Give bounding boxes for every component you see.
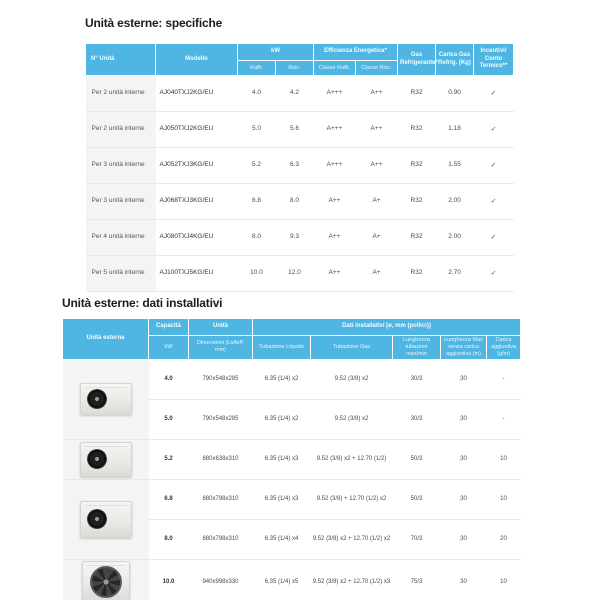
outdoor-unit-image — [82, 561, 130, 600]
cell-classe-raffr: A+++ — [314, 148, 356, 184]
cell-gas: R32 — [398, 256, 436, 292]
cell-classe-raffr: A+++ — [314, 76, 356, 112]
cell-kw-risc: 5.6 — [276, 112, 314, 148]
check-icon: ✓ — [474, 256, 514, 292]
specifiche-header-row-1 — [86, 44, 514, 61]
col-header-capacita-kw: kW — [149, 336, 189, 360]
cell-kw-risc: 12.0 — [276, 256, 314, 292]
table-row — [86, 148, 514, 184]
cell-dimensioni: 880x638x310 — [189, 439, 253, 479]
cell-n-unita: Per 5 unità interne — [86, 256, 156, 292]
col-header-efficienza: Efficienza Energetica* — [314, 44, 398, 61]
col-header-modello: Modello — [156, 44, 238, 76]
cell-classe-risc: A+ — [356, 256, 398, 292]
col-header-unita: Unità — [189, 319, 253, 336]
cell-tubazione-liquido: 6.35 (1/4) x2 — [253, 399, 311, 439]
cell-classe-raffr: A++ — [314, 184, 356, 220]
cell-tubazione-gas: 9.52 (3/8) x2 + 12.70 (1/2) — [311, 439, 393, 479]
cell-dimensioni: 880x798x310 — [189, 479, 253, 519]
cell-modello: AJ068TXJ3KG/EU — [156, 184, 238, 220]
cell-tubazione-liquido: 6.35 (1/4) x3 — [253, 479, 311, 519]
cell-gas: R32 — [398, 112, 436, 148]
table-row — [63, 439, 521, 479]
cell-carica-aggiuntiva: 10 — [487, 559, 521, 600]
cell-capacita: 10.0 — [149, 559, 189, 600]
cell-carica: 2.70 — [436, 256, 474, 292]
cell-lunghezza-max: 30 — [441, 359, 487, 399]
cell-capacita: 8.0 — [149, 519, 189, 559]
cell-kw-risc: 8.0 — [276, 184, 314, 220]
col-header-tubazione-gas: Tubazione Gas — [311, 336, 393, 360]
cell-tubazione-gas: 9.52 (3/8) x2 + 12.70 (1/2) x2 — [311, 519, 393, 559]
cell-carica: 2.00 — [436, 184, 474, 220]
cell-modello: AJ100TXJ5KG/EU — [156, 256, 238, 292]
cell-kw-risc: 6.3 — [276, 148, 314, 184]
cell-lunghezza-max: 30 — [441, 559, 487, 600]
cell-lunghezza: 50/3 — [393, 479, 441, 519]
check-icon: ✓ — [474, 184, 514, 220]
col-header-n-unita: N° Unità — [86, 44, 156, 76]
cell-carica: 1.18 — [436, 112, 474, 148]
cell-n-unita: Per 3 unità interne — [86, 148, 156, 184]
cell-classe-risc: A++ — [356, 76, 398, 112]
col-header-lunghezza-max: Lunghezza Max senza carica aggiuntiva (m) — [441, 336, 487, 360]
col-header-carica-aggiuntiva: Carica aggiuntiva (g/m) — [487, 336, 521, 360]
cell-kw-raffr: 10.0 — [238, 256, 276, 292]
cell-capacita: 5.2 — [149, 439, 189, 479]
col-header-dimensioni: Dimensioni (LxAxP, mm) — [189, 336, 253, 360]
cell-tubazione-liquido: 6.35 (1/4) x3 — [253, 439, 311, 479]
col-header-kw-risc: Risc. — [276, 61, 314, 76]
cell-dimensioni: 790x548x285 — [189, 399, 253, 439]
cell-carica-aggiuntiva: 20 — [487, 519, 521, 559]
cell-tubazione-gas: 9.52 (3/8) x2 + 12.70 (1/2) x3 — [311, 559, 393, 600]
table-row — [86, 220, 514, 256]
table-row — [63, 559, 521, 600]
cell-dimensioni: 880x798x310 — [189, 519, 253, 559]
cell-dimensioni: 940x998x330 — [189, 559, 253, 600]
cell-tubazione-liquido: 6.35 (1/4) x4 — [253, 519, 311, 559]
cell-gas: R32 — [398, 148, 436, 184]
cell-kw-raffr: 4.0 — [238, 76, 276, 112]
cell-carica-aggiuntiva: - — [487, 359, 521, 399]
table-row — [63, 479, 521, 519]
section-title-dati-installativi: Unità esterne: dati installativi — [62, 296, 223, 310]
table-row — [63, 359, 521, 399]
cell-n-unita: Per 3 unità interne — [86, 184, 156, 220]
specifiche-table — [85, 43, 514, 292]
outdoor-unit-image — [80, 442, 132, 477]
cell-tubazione-gas: 9.52 (3/8) + 12.70 (1/2) x2 — [311, 479, 393, 519]
col-header-incentivi: Incentivi/ Conto Termico** — [474, 44, 514, 76]
cell-modello: AJ080TXJ4KG/EU — [156, 220, 238, 256]
cell-capacita: 6.8 — [149, 479, 189, 519]
outdoor-unit-photo-cell — [63, 559, 149, 600]
cell-capacita: 5.0 — [149, 399, 189, 439]
cell-gas: R32 — [398, 220, 436, 256]
cell-modello: AJ050TXJ2KG/EU — [156, 112, 238, 148]
cell-kw-raffr: 5.2 — [238, 148, 276, 184]
table-row — [86, 256, 514, 292]
cell-lunghezza: 75/3 — [393, 559, 441, 600]
cell-n-unita: Per 4 unità interne — [86, 220, 156, 256]
cell-classe-risc: A+ — [356, 184, 398, 220]
check-icon: ✓ — [474, 112, 514, 148]
table-row — [86, 76, 514, 112]
outdoor-unit-image — [80, 383, 132, 415]
section-title-specifiche: Unità esterne: specifiche — [85, 16, 223, 30]
cell-capacita: 4.0 — [149, 359, 189, 399]
cell-carica: 1.55 — [436, 148, 474, 184]
col-header-kw-raffr: Raffr. — [238, 61, 276, 76]
cell-carica: 2.00 — [436, 220, 474, 256]
cell-lunghezza-max: 30 — [441, 479, 487, 519]
table-row — [86, 112, 514, 148]
col-header-capacita: Capacità — [149, 319, 189, 336]
cell-lunghezza-max: 30 — [441, 519, 487, 559]
cell-lunghezza: 70/3 — [393, 519, 441, 559]
col-header-lunghezza-tubazioni: Lunghezza tubazioni max/min — [393, 336, 441, 360]
cell-lunghezza-max: 30 — [441, 439, 487, 479]
cell-classe-raffr: A++ — [314, 220, 356, 256]
col-header-gas-refrigerante: Gas Refrigerante* — [398, 44, 436, 76]
col-header-dati-installativi-group: Dati installativi [ø, mm (pollici)] — [253, 319, 521, 336]
cell-classe-risc: A++ — [356, 112, 398, 148]
cell-gas: R32 — [398, 184, 436, 220]
cell-kw-risc: 9.3 — [276, 220, 314, 256]
cell-n-unita: Per 2 unità interne — [86, 76, 156, 112]
col-header-unita-esterna: Unità esterna — [63, 319, 149, 360]
cell-carica-aggiuntiva: - — [487, 399, 521, 439]
cell-kw-risc: 4.2 — [276, 76, 314, 112]
cell-lunghezza: 30/3 — [393, 399, 441, 439]
cell-kw-raffr: 6.8 — [238, 184, 276, 220]
cell-modello: AJ040TXJ2KG/EU — [156, 76, 238, 112]
cell-tubazione-liquido: 6.35 (1/4) x5 — [253, 559, 311, 600]
cell-classe-risc: A++ — [356, 148, 398, 184]
col-header-classe-risc: Classe Risc. — [356, 61, 398, 76]
cell-carica-aggiuntiva: 10 — [487, 439, 521, 479]
outdoor-unit-photo-cell — [63, 359, 149, 439]
cell-tubazione-gas: 9.52 (3/8) x2 — [311, 359, 393, 399]
outdoor-unit-photo-cell — [63, 479, 149, 559]
cell-classe-raffr: A+++ — [314, 112, 356, 148]
cell-lunghezza-max: 30 — [441, 399, 487, 439]
cell-kw-raffr: 5.0 — [238, 112, 276, 148]
cell-tubazione-liquido: 6.35 (1/4) x2 — [253, 359, 311, 399]
cell-classe-raffr: A++ — [314, 256, 356, 292]
dati-header-row-1 — [63, 319, 521, 336]
outdoor-unit-image — [80, 501, 132, 538]
cell-tubazione-gas: 9.52 (3/8) x2 — [311, 399, 393, 439]
cell-classe-risc: A+ — [356, 220, 398, 256]
check-icon: ✓ — [474, 76, 514, 112]
cell-n-unita: Per 2 unità interne — [86, 112, 156, 148]
col-header-kw: kW — [238, 44, 314, 61]
check-icon: ✓ — [474, 148, 514, 184]
col-header-tubazione-liquido: Tubazione Liquido — [253, 336, 311, 360]
cell-carica: 0.90 — [436, 76, 474, 112]
cell-dimensioni: 790x548x285 — [189, 359, 253, 399]
cell-carica-aggiuntiva: 10 — [487, 479, 521, 519]
cell-gas: R32 — [398, 76, 436, 112]
table-row — [86, 184, 514, 220]
col-header-classe-raffr: Classe Raffr. — [314, 61, 356, 76]
dati-installativi-table — [62, 318, 521, 600]
cell-lunghezza: 50/3 — [393, 439, 441, 479]
cell-modello: AJ052TXJ3KG/EU — [156, 148, 238, 184]
outdoor-unit-photo-cell — [63, 439, 149, 479]
col-header-carica-gas: Carica Gas Refrig. (Kg) — [436, 44, 474, 76]
cell-kw-raffr: 8.0 — [238, 220, 276, 256]
cell-lunghezza: 30/3 — [393, 359, 441, 399]
check-icon: ✓ — [474, 220, 514, 256]
